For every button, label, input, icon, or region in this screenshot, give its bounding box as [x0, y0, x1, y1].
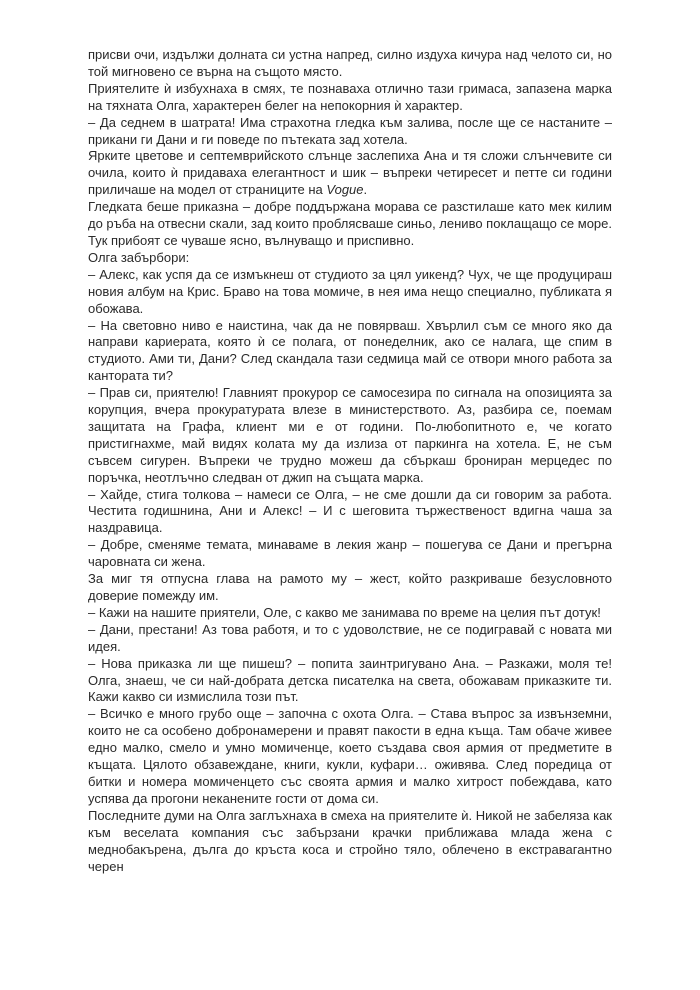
- paragraph-14: – Дани, престани! Аз това работя, и то с удоволствие, не се подигравай с новата ми идея.: [88, 621, 612, 654]
- paragraph-15: – Нова приказка ли ще пишеш? – попита заинтригувано Ана. – Разкажи, моля те! Олга, знаеш, че си най-добрата детска писателка на света, обожавам приказките ти. Кажи какво си измислила този път.: [88, 655, 612, 705]
- paragraph-7: – Алекс, как успя да се измъкнеш от студиото за цял уикенд? Чух, че ще продуцираш новия албум на Крис. Браво на това момиче, в нея има нещо специално, публиката я обожава.: [88, 266, 612, 316]
- paragraph-4-end: .: [363, 182, 368, 198]
- paragraph-3: – Да седнем в шатрата! Има страхотна гледка към залива, после ще се настаните – прикани ги Дани и ги поведе по пътеката зад хотела.: [88, 114, 612, 147]
- paragraph-6: Олга забърбори:: [88, 249, 190, 265]
- paragraph-12: За миг тя отпусна глава на рамото му – жест, който разкриваше безусловното доверие помежду им.: [88, 571, 612, 603]
- paragraph-16: – Всичко е много грубо още – започна с охота Олга. – Става въпрос за извънземни, които не са особено добронамерени и правят пакости в една къща. Там обаче живее едно малко, смело и умно момиченце, което създава своя армия от предметите в къщата. Цялото обзавеждане, книги, кукли, куфари… оживява. След поредица от битки и номера момиченцето със своята армия и малко хитрост побеждава, като успява да прогони неканените гости от дома си.: [88, 706, 612, 806]
- paragraph-4: [88, 148, 612, 199]
- paragraph-4-text: Ярките цветове и септемврийското слънце заслепиха Ана и тя сложи слънчевите си очила, които ѝ придаваха елегантност и шик – въпреки четиресет и петте си години приличаше на модел от страниците на: [88, 148, 612, 198]
- paragraph-10: – Хайде, стига толкова – намеси се Олга, – не сме дошли да си говорим за работа. Честита годишнина, Ани и Алекс! – И с шеговита тържественост вдигна чаша за наздравица.: [88, 486, 612, 536]
- magazine-title: Vogue: [326, 182, 364, 198]
- paragraph-13: – Кажи на нашите приятели, Оле, с какво ме занимава по време на целия път дотук!: [88, 604, 601, 620]
- paragraph-8: – На световно ниво е наистина, чак да не повярваш. Хвърлил съм се много яко да направи кариерата, която ѝ се полага, от понеделник, ако се налага, ще спим в студиото. Ами ти, Дани? След скандала тази седмица май се отвори много работа за канторaта ти?: [88, 317, 612, 384]
- paragraph-11: – Добре, сменяме темата, минаваме в лекия жанр – пошегува се Дани и прегърна чаровната си жена.: [88, 537, 612, 570]
- paragraph-5: Гледката беше приказна – добре поддържана морава се разстилаше като мек килим до ръба на отвесни скали, зад които проблясваше синьо, лениво поклащащо се море. Тук прибоят се чуваше ясно, вълнуващо и приспивно.: [88, 199, 612, 248]
- document-page: [88, 47, 612, 875]
- paragraph-2: Приятелите ѝ избухнаха в смях, те познаваха отлично тази гримаса, запазена марка на тяхната Олга, характерен белег на непокорния ѝ характер.: [88, 80, 612, 113]
- paragraph-17: Последните думи на Олга заглъхнаха в смеха на приятелите ѝ. Никой не забеляза как към веселата компания със забързани крачки приближава млада жена с меднобакърена, дълга до кръста коса и стройно тяло, облечено в екстравагантно черен: [88, 807, 612, 874]
- paragraph-9: – Прав си, приятелю! Главният прокурор се самосезира по сигнала на опозицията за корупция, вчера прокуратурата влезе в министерството. Аз, разбира се, поемам защитата на Графа, клиент ми е от години. По-любопитното е, че когато пристигнахме, май видях колата му да излиза от паркинга на хотела. Е, не съм съвсем сигурен. Въпреки че трудно можеш да сбъркаш брониран мерцедес по поръчка, неотлъчно следван от джип на същата марка.: [88, 385, 612, 485]
- paragraph-1: присви очи, издължи долната си устна напред, силно издуха кичура над челото си, но той мигновено се върна на същото място.: [88, 47, 612, 79]
